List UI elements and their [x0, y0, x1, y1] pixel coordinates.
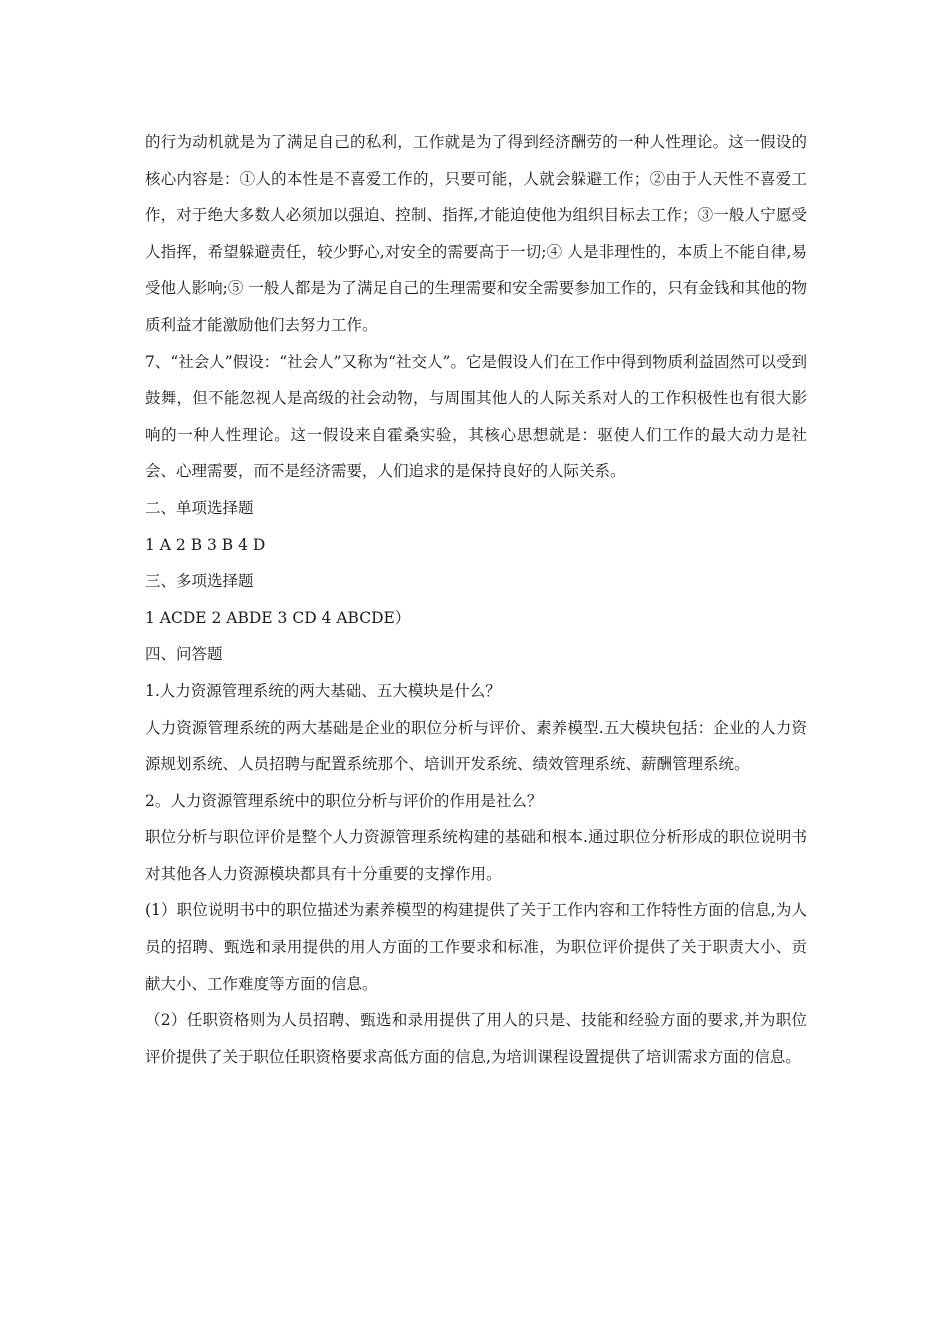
answer-2-intro: 职位分析与职位评价是整个人力资源管理系统构建的基础和根本.通过职位分析形成的职位说明书对其他各人力资源模块都具有十分重要的支撑作用。: [145, 828, 807, 883]
answer-1: 人力资源管理系统的两大基础是企业的职位分析与评价、素养模型.五大模块包括：企业的人力资源规划系统、人员招聘与配置系统那个、培训开发系统、绩效管理系统、薪酬管理系统。: [145, 718, 807, 774]
question-1: 1.人力资源管理系统的两大基础、五大模块是什么？: [145, 681, 501, 700]
question-2: 2。人力资源管理系统中的职位分析与评价的作用是社么？: [145, 791, 543, 810]
document-body: [145, 124, 807, 1075]
section-heading-multiple-choice: 三、多项选择题: [145, 572, 254, 591]
section-heading-qa: 四、问答题: [145, 645, 223, 664]
single-choice-answers: 1 A 2 B 3 B 4 D: [145, 535, 266, 554]
paragraph-theory-x-continued: 的行为动机就是为了满足自己的私利，工作就是为了得到经济酬劳的一种人性理论。这一假设的核心内容是：①人的本性是不喜爱工作的，只要可能，人就会躲避工作；②由于人天性不喜爱工作，对于绝大多数人必须加以强迫、控制、指挥,才能迫使他为组织目标去工作；③一般人宁愿受人指挥，希望躲避责任，较少野心,对安全的需要高于一切;④ 人是非理性的，本质上不能自律,易受他人影响;⑤ 一般人都是为了满足自己的生理需要和安全需要参加工作的，只有金钱和其他的物质利益才能激励他们去努力工作。: [145, 133, 807, 334]
paragraph-social-man: 7、“社会人”假设：“社会人”又称为“社交人”。它是假设人们在工作中得到物质利益固然可以受到鼓舞，但不能忽视人是高级的社会动物，与周围其他人的人际关系对人的工作积极性也有很大影响的一种人性理论。这一假设来自霍桑实验，其核心思想就是：驱使人们工作的最大动力是社会、心理需要，而不是经济需要，人们追求的是保持良好的人际关系。: [145, 352, 807, 481]
answer-2-point-1: (1）职位说明书中的职位描述为素养模型的构建提供了关于工作内容和工作特性方面的信息,为人员的招聘、甄选和录用提供的用人方面的工作要求和标准，为职位评价提供了关于职责大小、贡献大小、工作难度等方面的信息。: [145, 901, 807, 993]
section-heading-single-choice: 二、单项选择题: [145, 498, 254, 517]
answer-2-point-2: （2）任职资格则为人员招聘、甄选和录用提供了用人的只是、技能和经验方面的要求,并为职位评价提供了关于职位任职资格要求高低方面的信息,为培训课程设置提供了培训需求方面的信息。: [145, 1011, 807, 1066]
multiple-choice-answers: 1 ACDE 2 ABDE 3 CD 4 ABCDE）: [145, 608, 411, 627]
